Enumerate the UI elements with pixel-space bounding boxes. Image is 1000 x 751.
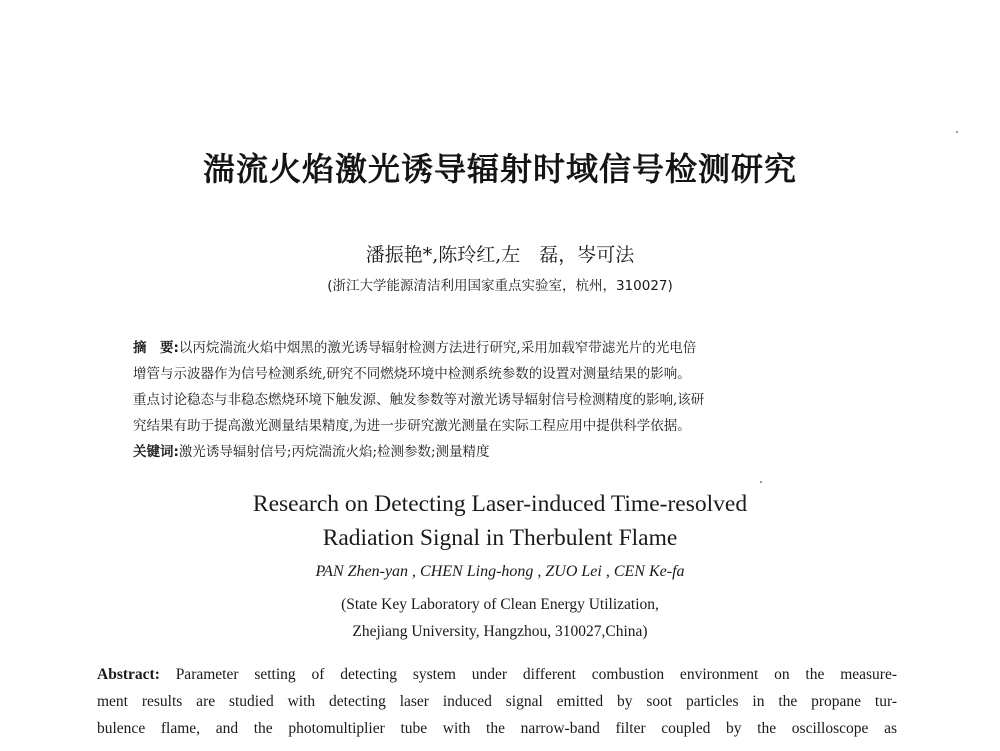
chinese-abstract-label: 摘 要:: [133, 340, 179, 356]
chinese-abstract-line-4: 究结果有助于提高激光测量结果精度,为进一步研究激光测量在实际工程应用中提供科学依据。: [133, 418, 691, 434]
english-abstract-line-2: ment results are studied with detecting laser induced signal emitted by soot particles in the propane tur-: [97, 693, 897, 710]
english-abstract-line-1: Abstract: Parameter setting of detecting system under different combustion environment on the measure-: [97, 666, 897, 683]
english-title-line-2: Radiation Signal in Therbulent Flame: [322, 525, 678, 551]
chinese-affiliation: (浙江大学能源清洁利用国家重点实验室，杭州，310027): [327, 278, 673, 294]
chinese-keywords-text: 激光诱导辐射信号;丙烷湍流火焰;检测参数;测量精度: [178, 444, 490, 460]
chinese-authors: 潘振艳*,陈玲红,左 磊，岑可法: [365, 244, 635, 266]
english-title: [0, 487, 1000, 555]
chinese-abstract-line-1: [133, 335, 863, 361]
scan-speck: [760, 481, 762, 483]
chinese-keywords: [133, 439, 863, 465]
english-abstract: [97, 661, 897, 742]
chinese-abstract-line-2: 增管与示波器作为信号检测系统,研究不同燃烧环境中检测系统参数的设置对测量结果的影响。: [133, 366, 691, 382]
english-title-line-1: Research on Detecting Laser-induced Time-resolved: [252, 491, 748, 517]
english-authors: PAN Zhen-yan , CHEN Ling-hong , ZUO Lei , CEN Ke-fa: [315, 563, 685, 580]
english-abstract-text: Parameter setting of detecting system under different combustion environment on the measure-: [175, 666, 897, 683]
english-abstract-label: Abstract: [97, 666, 155, 683]
chinese-abstract-line-3: 重点讨论稳态与非稳态燃烧环境下触发源、触发参数等对激光诱导辐射信号检测精度的影响,该研: [133, 392, 705, 408]
chinese-keywords-label: 关键词:: [133, 444, 179, 460]
english-affiliation-line-2: Zhejiang University, Hangzhou, 310027,China): [352, 623, 648, 640]
scan-speck: [956, 131, 958, 133]
english-affiliation-line-1: (State Key Laboratory of Clean Energy Utilization,: [341, 596, 659, 613]
chinese-abstract-text: 以丙烷湍流火焰中烟黑的激光诱导辐射检测方法进行研究,采用加载窄带滤光片的光电倍: [178, 340, 697, 356]
english-affiliation: [0, 591, 1000, 645]
chinese-abstract: [133, 335, 863, 465]
english-abstract-line-3: bulence flame, and the photomultiplier tube with the narrow-band filter coupled by the oscilloscope as: [97, 720, 897, 737]
chinese-title: 湍流火焰激光诱导辐射时域信号检测研究: [202, 150, 797, 188]
